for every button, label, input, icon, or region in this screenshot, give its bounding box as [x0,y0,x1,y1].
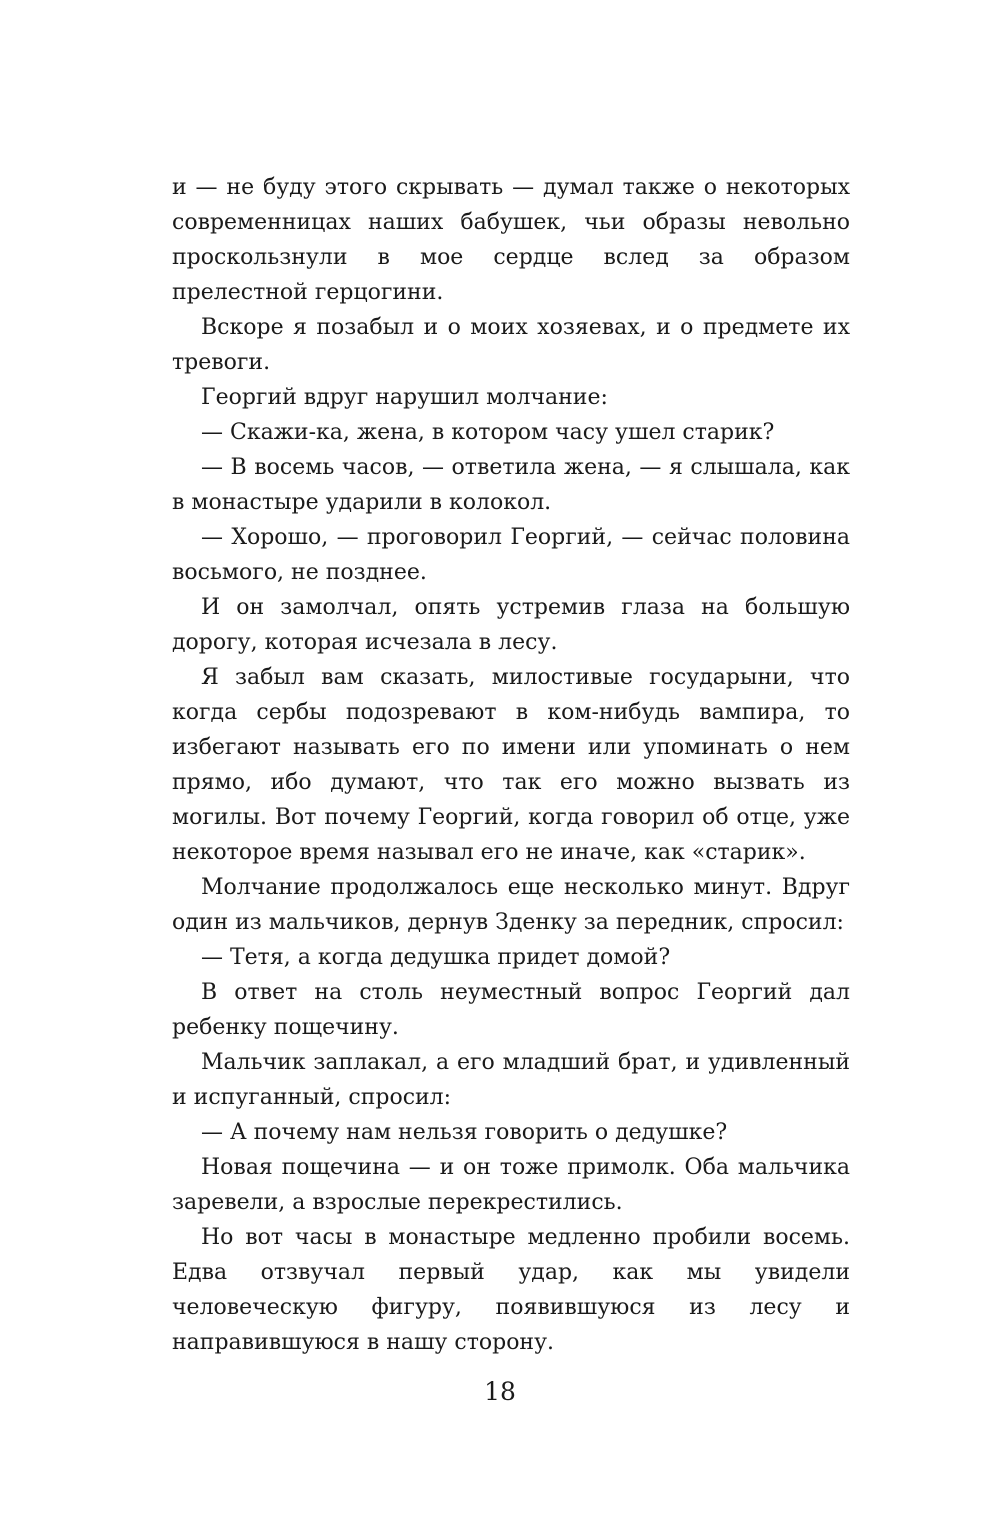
dialogue-line-2: — В восемь часов, — ответила жена, — я слышала, как в монастыре ударили в колокол. [172,455,850,515]
page-number: 18 [484,1377,516,1406]
paragraph-7: В ответ на столь неуместный вопрос Георгий дал ребенку пощечину. [172,980,850,1040]
dialogue-line-3: — Хорошо, — проговорил Георгий, — сейчас половина восьмого, не позднее. [172,525,850,585]
paragraph-3: Георгий вдруг нарушил молчание: [201,385,608,410]
dialogue-line-5: — А почему нам нельзя говорить о дедушке? [201,1120,728,1145]
paragraph-5: Я забыл вам сказать, милостивые государыни, что когда сербы подозревают в ком-нибудь вампира, то избегают называть его по имени или упоминать о нем прямо, ибо думают, что так его можно вызвать из могилы. Вот почему Георгий, когда говорил об отце, уже некоторое время называл его не иначе, как «старик». [172,665,850,865]
paragraph-4: И он замолчал, опять устремив глаза на большую дорогу, которая исчезала в лесу. [172,595,850,655]
dialogue-line-1: — Скажи-ка, жена, в котором часу ушел старик? [201,420,775,445]
paragraph-10: Но вот часы в монастыре медленно пробили восемь. Едва отзвучал первый удар, как мы увидели человеческую фигуру, появившуюся из лесу и направившуюся в нашу сторону. [172,1225,850,1355]
dialogue-line-4: — Тетя, а когда дедушка придет домой? [201,945,671,970]
paragraph-8: Мальчик заплакал, а его младший брат, и удивленный и испуганный, спросил: [172,1050,850,1110]
body-text [172,170,850,1360]
paragraph-9: Новая пощечина — и он тоже примолк. Оба мальчика заревели, а взрослые перекрестились. [172,1155,850,1215]
paragraph-2: Вскоре я позабыл и о моих хозяевах, и о предмете их тревоги. [172,315,850,375]
paragraph-1: и — не буду этого скрывать — думал также о некоторых современницах наших бабушек, чьи образы невольно проскользнули в мое сердце вслед за образом прелестной герцогини. [172,175,850,305]
paragraph-6: Молчание продолжалось еще несколько минут. Вдруг один из мальчиков, дернув Зденку за передник, спросил: [172,875,850,935]
